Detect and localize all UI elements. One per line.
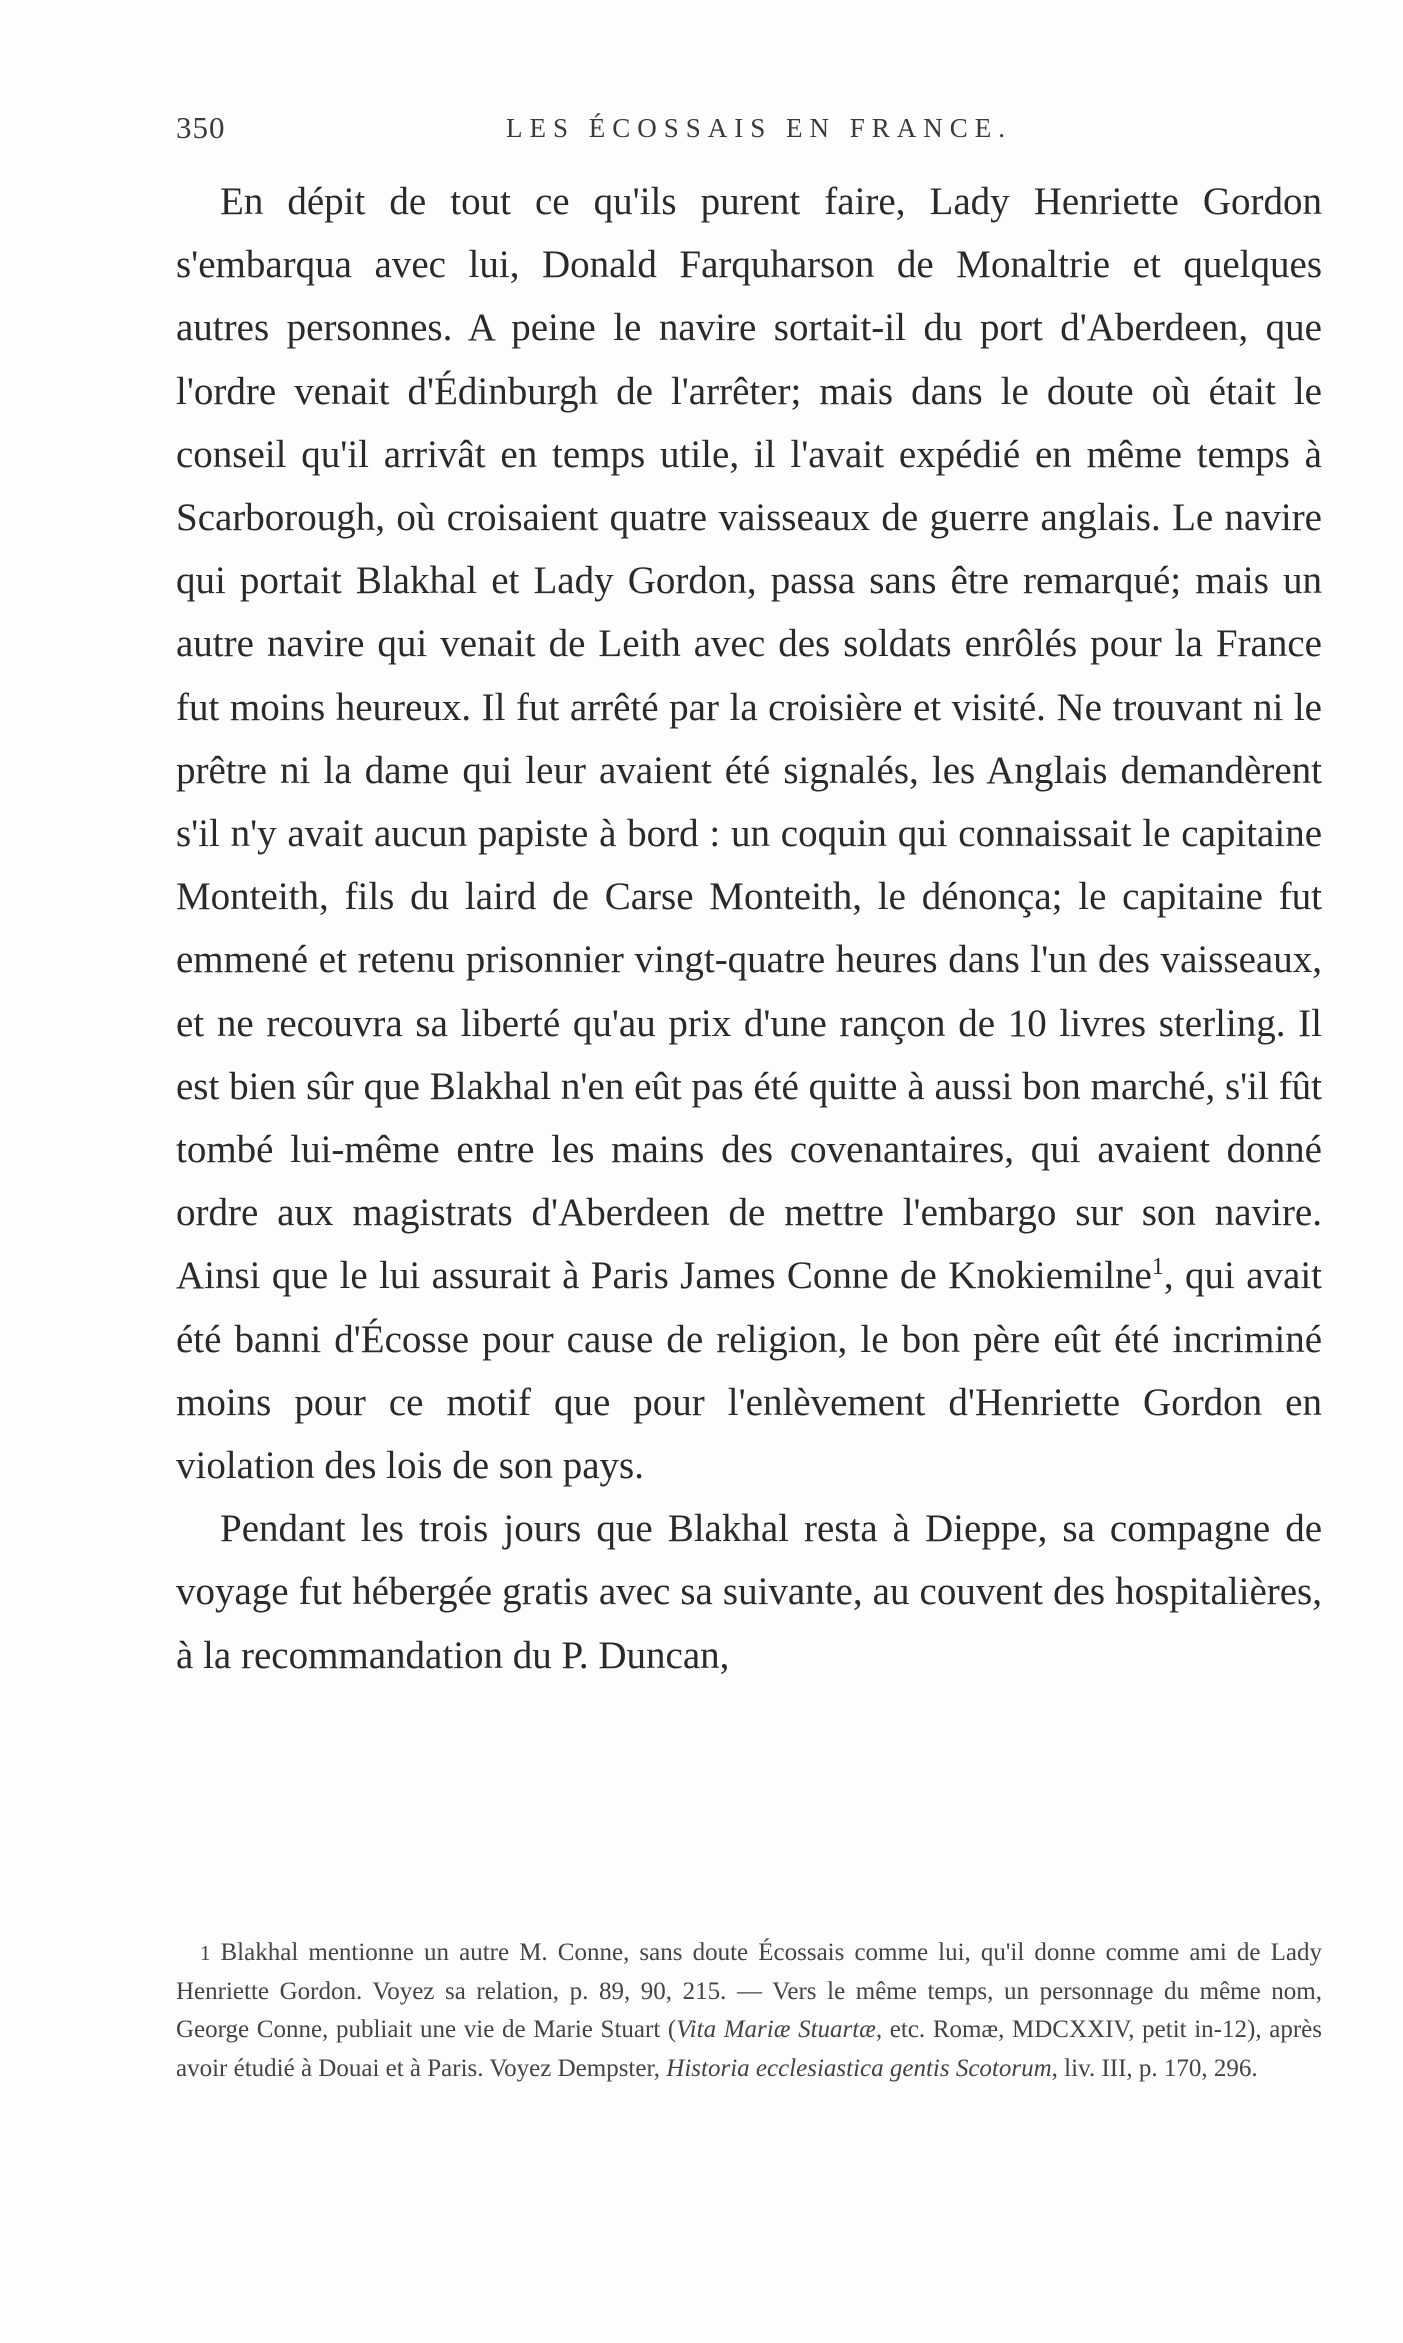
paragraph-1-text-part-2: , qui avait été banni d'Écosse pour cause de religion, le bon père eût été incriminé moins pour ce motif que pour l'enlèvement d'Henriette Gordon en violation des lois de son pays. <box>176 1254 1322 1488</box>
footnote-1 <box>176 1934 1322 2088</box>
footnote-reference: 1 <box>1151 1254 1164 1281</box>
paragraph-2: Pendant les trois jours que Blakhal resta à Dieppe, sa compagne de voyage fut hébergée gratis avec sa suivante, au couvent des hospitalières, à la recommandation du P. Duncan, <box>176 1507 1322 1677</box>
running-head <box>176 106 1322 150</box>
page-number: 350 <box>176 110 226 145</box>
running-title: LES ÉCOSSAIS EN FRANCE. <box>506 113 1013 143</box>
footnote-text-3: , liv. III, p. 170, 296. <box>1051 2054 1258 2082</box>
footnote-title-2: Historia ecclesiastica gentis Scotorum <box>666 2054 1052 2082</box>
paragraph-1-text-part-1: En dépit de tout ce qu'ils purent faire, Lady Henriette Gordon s'embarqua avec lui, Donald Farquharson de Monaltrie et quelques autres personnes. A peine le navire sortait-il du port d'Aberdeen, que l'ordre venait d'Édinburgh de l'arrêter; mais dans le doute où était le conseil qu'il arrivât en temps utile, il l'avait expédié en même temps à Scarborough, où croisaient quatre vaisseaux de guerre anglais. Le navire qui portait Blakhal et Lady Gordon, passa sans être remarqué; mais un autre navire qui venait de Leith avec des soldats enrôlés pour la France fut moins heureux. Il fut arrêté par la croisière et visité. Ne trouvant ni le prêtre ni la dame qui leur avaient été signalés, les Anglais demandèrent s'il n'y avait aucun papiste à bord : un coquin qui connaissait le capitaine Monteith, fils du laird de Carse Monteith, le dénonça; le capitaine fut emmené et retenu prisonnier vingt-quatre heures dans l'un des vaisseaux, et ne recouvra sa liberté qu'au prix d'une rançon de 10 livres sterling. Il est bien sûr que Blakhal n'en eût pas été quitte à aussi bon marché, s'il fût tombé lui-même entre les mains des covenantaires, qui avaient donné ordre aux magistrats d'Aberdeen de mettre l'embargo sur son navire. Ainsi que le lui assurait à Paris James Conne de Knokiemilne <box>176 180 1322 1298</box>
footnotes <box>176 1934 1322 2088</box>
paragraph-1 <box>176 170 1322 1497</box>
body-text <box>176 170 1322 1687</box>
footnote-text-2: , etc. Romæ, MDCXXIV, petit in-12), après avoir étudié à Douai et à Paris. Voyez Dempster, <box>176 2016 1322 2082</box>
footnote-title-1: Vita Mariæ Stuartæ <box>676 2016 876 2043</box>
footnote-marker: 1 <box>200 1941 211 1965</box>
footnote-text-1: Blakhal mentionne un autre M. Conne, sans doute Écossais comme lui, qu'il donne comme ami de Lady Henriette Gordon. Voyez sa relation, p. 89, 90, 215. — Vers le même temps, un personnage du même nom, George Conne, publiait une vie de Marie Stuart ( <box>176 1939 1322 2043</box>
